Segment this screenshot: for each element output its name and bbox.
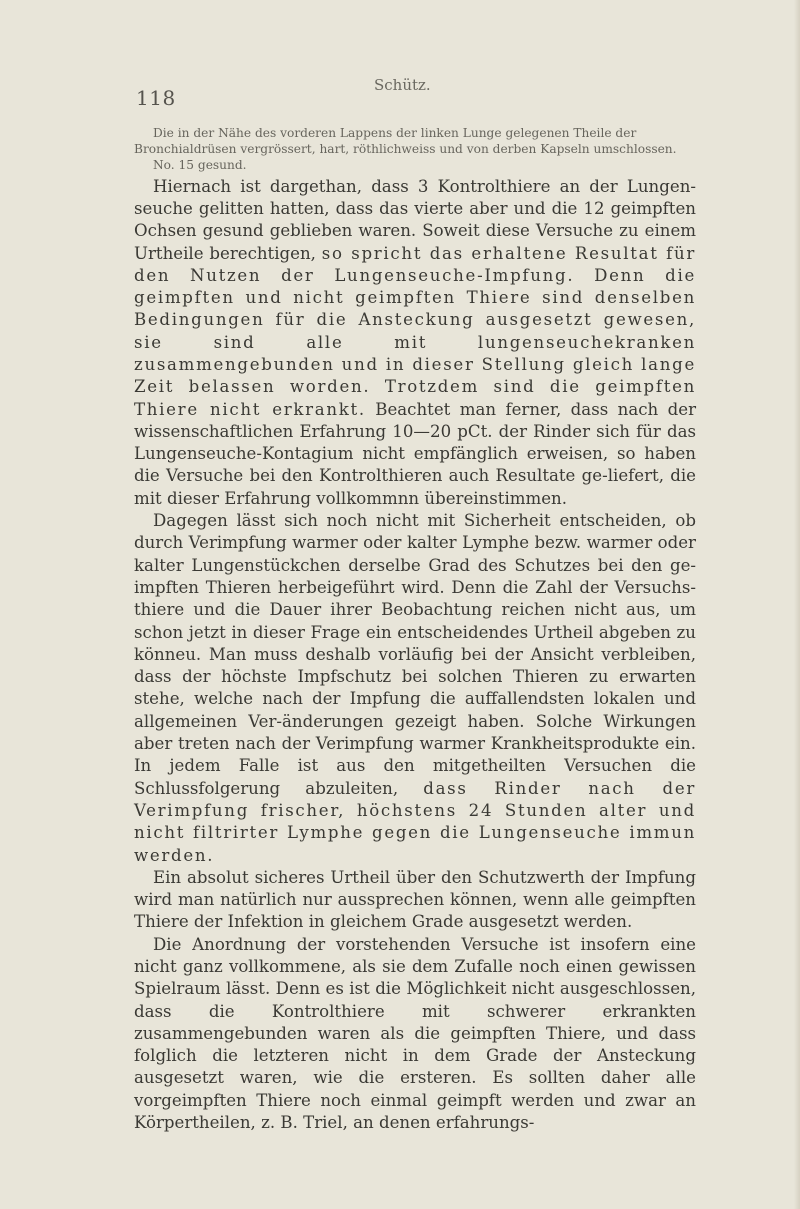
paragraph-text: Die Anordnung der vorstehenden Versuche ist insofern eine nicht ganz vollkommene, als sie dem Zufalle noch einen gewissen Spielraum lässt. Denn es ist die Möglichkeit nicht ausgeschlossen, dass die Kontrolthiere mit schwerer erkrankten zusammengebunden waren als die geimpften Thiere, und dass folglich die letzteren nicht in dem Grade der Ansteckung ausgesetzt waren, wie die ersteren. Es sollten daher alle vorgeimpften Thiere noch einmal geimpft werden und zwar an Körpertheilen, z. B. Triel, an denen erfahrungs- [134,934,696,1133]
page-body [134,125,696,1134]
page-edge-shadow [794,0,800,1209]
running-head: Schütz. [374,76,431,94]
emphasized-text: so spricht das erhaltene Resultat für den Nutzen der Lungenseuche-Impfung. Denn die geimpften und nicht geimpften Thiere sind denselben Bedingungen für die Ansteckung ausgesetzt gewesen, sie sind alle mit lungenseuchekranken zusammengebunden und in dieser Stellung gleich lange Zeit belassen worden. Trotzdem sind die geimpften Thiere nicht erkrankt. [134,243,696,419]
note-line: Bronchialdrüsen vergrössert, hart, röthlichweiss und von derben Kapseln umschlossen. [134,142,677,157]
note-line: No. 15 gesund. [153,158,247,173]
main-text [134,176,696,1135]
paragraph-3 [134,867,696,934]
paragraph-text: Ein absolut sicheres Urtheil über den Schutzwerth der Impfung wird man natürlich nur aussprechen können, wenn alle geimpften Thiere der Infektion in gleichem Grade ausgesetzt werden. [134,867,696,932]
page-number: 118 [136,86,176,110]
note-line: Die in der Nähe des vorderen Lappens der linken Lunge gelegenen Theile der [153,126,637,140]
paragraph-4 [134,934,696,1135]
paragraph-1 [134,176,696,510]
paragraph-text: Hiernach ist dargethan, dass 3 Kontrolthiere an der Lungen-seuche gelitten hatten, dass das vierte aber und die 12 geimpften Ochsen gesund geblieben waren. Soweit diese Versuche zu einem Urtheile berechtigen, [134,176,696,263]
paragraph-text: Dagegen lässt sich noch nicht mit Sicherheit entscheiden, ob durch Verimpfung warmer oder kalter Lymphe bezw. warmer oder kalter Lungenstückchen derselbe Grad des Schutzes bei den ge-impften Thieren herbeigeführt wird. Denn die Zahl der Versuchs-thiere und die Dauer ihrer Beobachtung reichen nicht aus, um schon jetzt in dieser Frage ein entscheidendes Urtheil abgeben zu könneu. Man muss deshalb vorläufig bei der Ansicht verbleiben, dass der höchste Impfschutz bei solchen Thieren zu erwarten stehe, welche nach der Impfung die auffallendsten lokalen und allgemeinen Ver-änderungen gezeigt haben. Solche Wirkungen aber treten nach der Verimpfung warmer Krankheitsprodukte ein. In jedem Falle ist aus den mitgetheilten Versuchen die Schlussfolgerung abzuleiten, [134,511,696,798]
paragraph-2 [134,510,696,867]
paragraph-text: Beachtet man ferner, dass nach der wissenschaftlichen Erfahrung 10—20 pCt. der Rinder sich für das Lungenseuche-Kontagium nicht empfänglich erweisen, so haben die Versuche bei den Kontrolthieren auch Resultate ge-liefert, die mit dieser Erfahrung vollkommnn übereinstimmen. [134,399,696,508]
emphasized-text: dass Rinder nach der Verimpfung frischer, höchstens 24 Stunden alter und nicht filtrirter Lymphe gegen die Lungenseuche immun werden. [134,778,696,865]
note-block [134,125,696,174]
